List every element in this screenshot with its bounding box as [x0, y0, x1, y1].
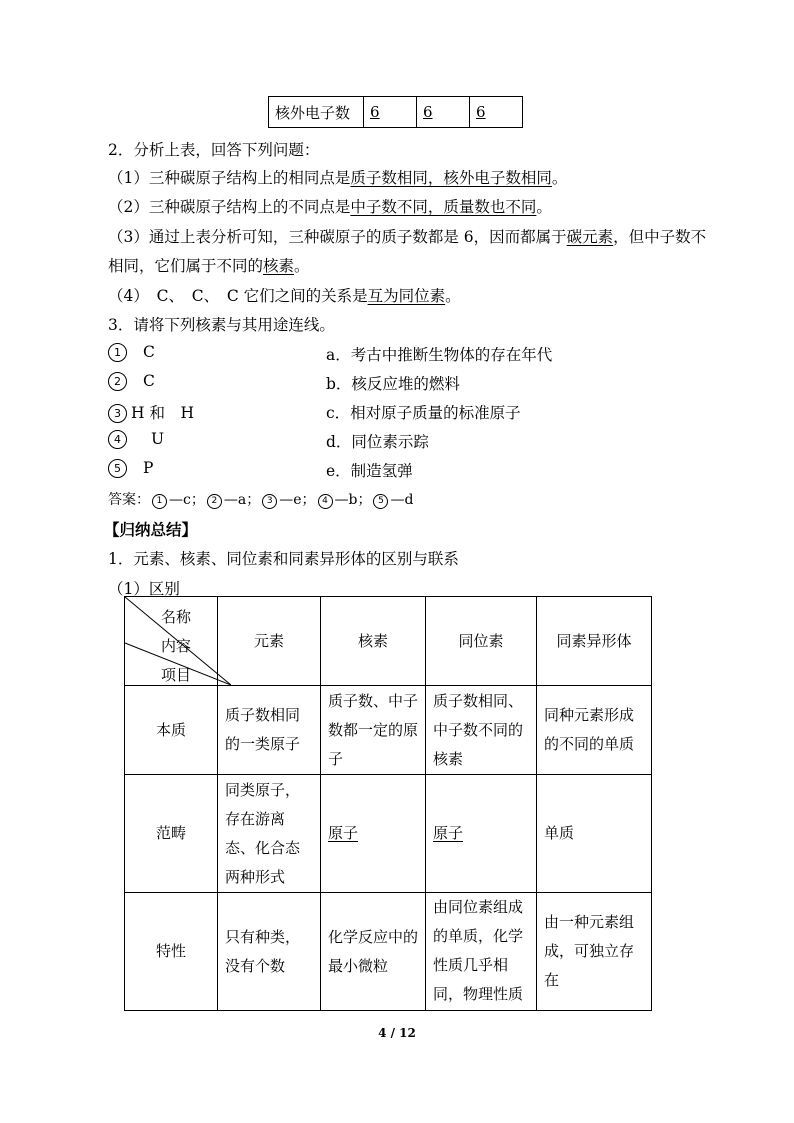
- table-cell: 同类原子，存在游离态、化合态两种形式: [218, 775, 321, 893]
- list-item: 5 P: [108, 459, 153, 478]
- q2-part3: （3）通过上表分析可知，三种碳原子的质子数都是 6，因而都属于碳元素，但中子数不: [108, 228, 707, 246]
- q2-part2: （2）三种碳原子结构上的不同点是中子数不同，质量数也不同。: [108, 198, 552, 216]
- table-cell: 质子数、中子数都一定的原子: [321, 686, 426, 775]
- table-row: [125, 597, 652, 686]
- corner-item: 项目: [161, 666, 192, 684]
- table-cell: 由一种元素组成，可独立存在: [537, 893, 652, 1011]
- summary-item1: 1．元素、核素、同位素和同素异形体的区别与联系: [108, 550, 459, 568]
- table-cell: 6: [470, 97, 523, 128]
- q3-answer: 答案： 1 —c； 2 —a； 3 —e； 4 —b； 5 —d: [108, 492, 414, 508]
- answer-text: 碳元素: [566, 228, 614, 246]
- answer-text: 核素: [263, 257, 295, 275]
- table-cell: 由同位素组成的单质，化学性质几乎相同，物理性质: [426, 893, 537, 1011]
- electron-count-table: [268, 96, 523, 128]
- table-cell: 质子数相同的一类原子: [218, 686, 321, 775]
- table-cell: 6: [417, 97, 470, 128]
- row-label: 特性: [125, 893, 218, 1011]
- list-item: 4 U: [108, 430, 164, 449]
- row-label: 范畴: [125, 775, 218, 893]
- q3-intro: 3．请将下列核素与其用途连线。: [108, 316, 335, 334]
- table-cell: 6: [364, 97, 417, 128]
- corner-content: 内容: [161, 637, 192, 655]
- q2-part1: （1）三种碳原子结构上的相同点是质子数相同，核外电子数相同。: [108, 169, 568, 187]
- answer-text: 质子数相同，核外电子数相同: [350, 169, 552, 187]
- table-cell: 原子: [426, 775, 537, 893]
- row-label: 核外电子数: [269, 97, 364, 128]
- page-number: 4 / 12: [378, 1026, 416, 1040]
- list-item: 1 C: [108, 343, 155, 362]
- list-item: a．考古中推断生物体的存在年代: [326, 346, 553, 364]
- table-cell: 质子数相同、中子数不同的核素: [426, 686, 537, 775]
- column-header: 元素: [218, 597, 321, 686]
- summary-heading: 【归纳总结】: [104, 520, 198, 539]
- column-header: 核素: [321, 597, 426, 686]
- list-item: c．相对原子质量的标准原子: [326, 404, 521, 422]
- table-cell: 单质: [537, 775, 652, 893]
- list-item: 3 H 和 H: [108, 401, 194, 423]
- table-cell: 原子: [321, 775, 426, 893]
- table-row: [125, 893, 652, 1011]
- table-cell: 化学反应中的最小微粒: [321, 893, 426, 1011]
- column-header: 同位素: [426, 597, 537, 686]
- corner-header-cell: [125, 597, 218, 686]
- table-row: [125, 686, 652, 775]
- list-item: e．制造氢弹: [326, 462, 413, 480]
- table-cell: 同种元素形成的不同的单质: [537, 686, 652, 775]
- comparison-table: [124, 596, 652, 1011]
- corner-name: 名称: [161, 608, 192, 626]
- q2-part4: （4） C、 C、 C 它们之间的关系是互为同位素。: [108, 287, 461, 305]
- table-row: [269, 97, 523, 128]
- list-item: 2 C: [108, 372, 155, 391]
- table-cell: 只有种类，没有个数: [218, 893, 321, 1011]
- answer-text: 互为同位素: [367, 287, 446, 305]
- q2-part3-cont: 相同，它们属于不同的核素。: [108, 257, 310, 275]
- list-item: b．核反应堆的燃料: [326, 375, 460, 393]
- answer-text: 中子数不同，质量数也不同: [350, 198, 537, 216]
- column-header: 同素异形体: [537, 597, 652, 686]
- q2-intro: 2．分析上表，回答下列问题：: [108, 141, 320, 159]
- row-label: 本质: [125, 686, 218, 775]
- summary-sub1: （1）区别: [108, 580, 180, 598]
- table-row: [125, 775, 652, 893]
- list-item: d．同位素示踪: [326, 433, 429, 451]
